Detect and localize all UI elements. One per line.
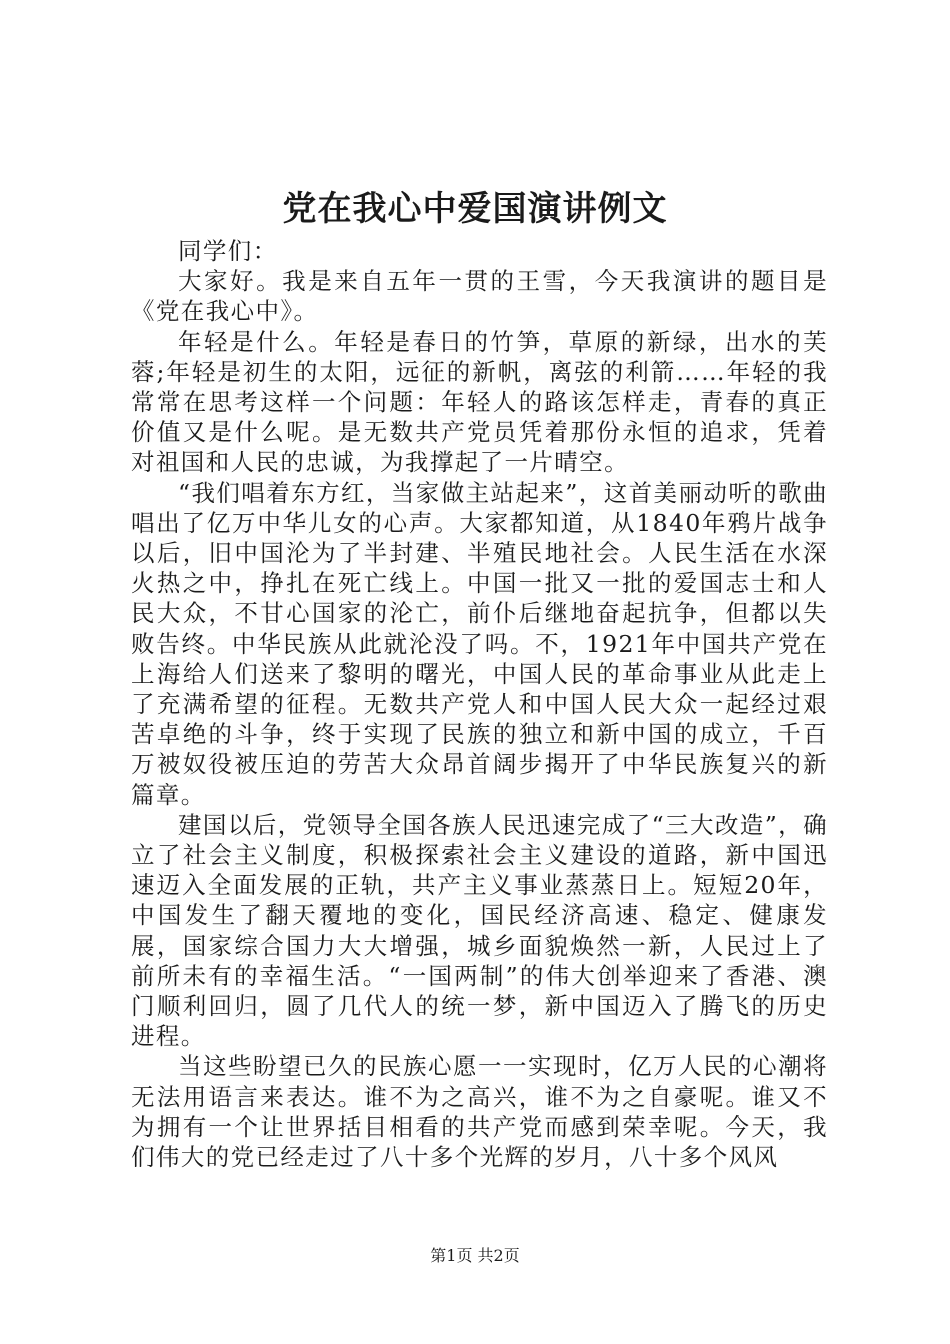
- document-body: [131, 236, 828, 1172]
- paragraph-youth: 年轻是什么。年轻是春日的竹笋，草原的新绿，出水的芙蓉;年轻是初生的太阳，远征的新帆，离弦的利箭……年轻的我常常在思考这样一个问题：年轻人的路该怎样走，青春的真正价值又是什么呢。是无数共产党员凭着那份永恒的追求，凭着对祖国和人民的忠诚，为我撑起了一片晴空。: [131, 327, 828, 477]
- paragraph-pride: 当这些盼望已久的民族心愿一一实现时，亿万人民的心潮将无法用语言来表达。谁不为之高兴，谁不为之自豪呢。谁又不为拥有一个让世界括目相看的共产党而感到荣幸呢。今天，我们伟大的党已经走过了八十多个光辉的岁月，八十多个风风: [131, 1052, 828, 1172]
- document-title: 党在我心中爱国演讲例文: [282, 189, 668, 229]
- paragraph-intro: 大家好。我是来自五年一贯的王雪，今天我演讲的题目是《党在我心中》。: [131, 267, 828, 326]
- paragraph-history: “我们唱着东方红，当家做主站起来”，这首美丽动听的歌曲唱出了亿万中华儿女的心声。大家都知道，从1840年鸦片战争以后，旧中国沦为了半封建、半殖民地社会。人民生活在水深火热之中，挣扎在死亡线上。中国一批又一批的爱国志士和人民大众，不甘心国家的沦亡，前仆后继地奋起抗争，但都以失败告终。中华民族从此就沦没了吗。不，1921年中国共产党在上海给人们送来了黎明的曙光，中国人民的革命事业从此走上了充满希望的征程。无数共产党人和中国人民大众一起经过艰苦卓绝的斗争，终于实现了民族的独立和新中国的成立，千百万被奴役被压迫的劳苦大众昂首阔步揭开了中华民族复兴的新篇章。: [131, 478, 828, 809]
- page-number-footer: 第1页 共2页: [430, 1246, 520, 1265]
- paragraph-founding: 建国以后，党领导全国各族人民迅速完成了“三大改造”，确立了社会主义制度，积极探索社会主义建设的道路，新中国迅速迈入全面发展的正轨，共产主义事业蒸蒸日上。短短20年，中国发生了翻天覆地的变化，国民经济高速、稳定、健康发展，国家综合国力大大增强，城乡面貌焕然一新，人民过上了前所未有的幸福生活。“一国两制”的伟大创举迎来了香港、澳门顺利回归，圆了几代人的统一梦，新中国迈入了腾飞的历史进程。: [131, 810, 828, 1051]
- paragraph-greeting: 同学们：: [178, 237, 278, 265]
